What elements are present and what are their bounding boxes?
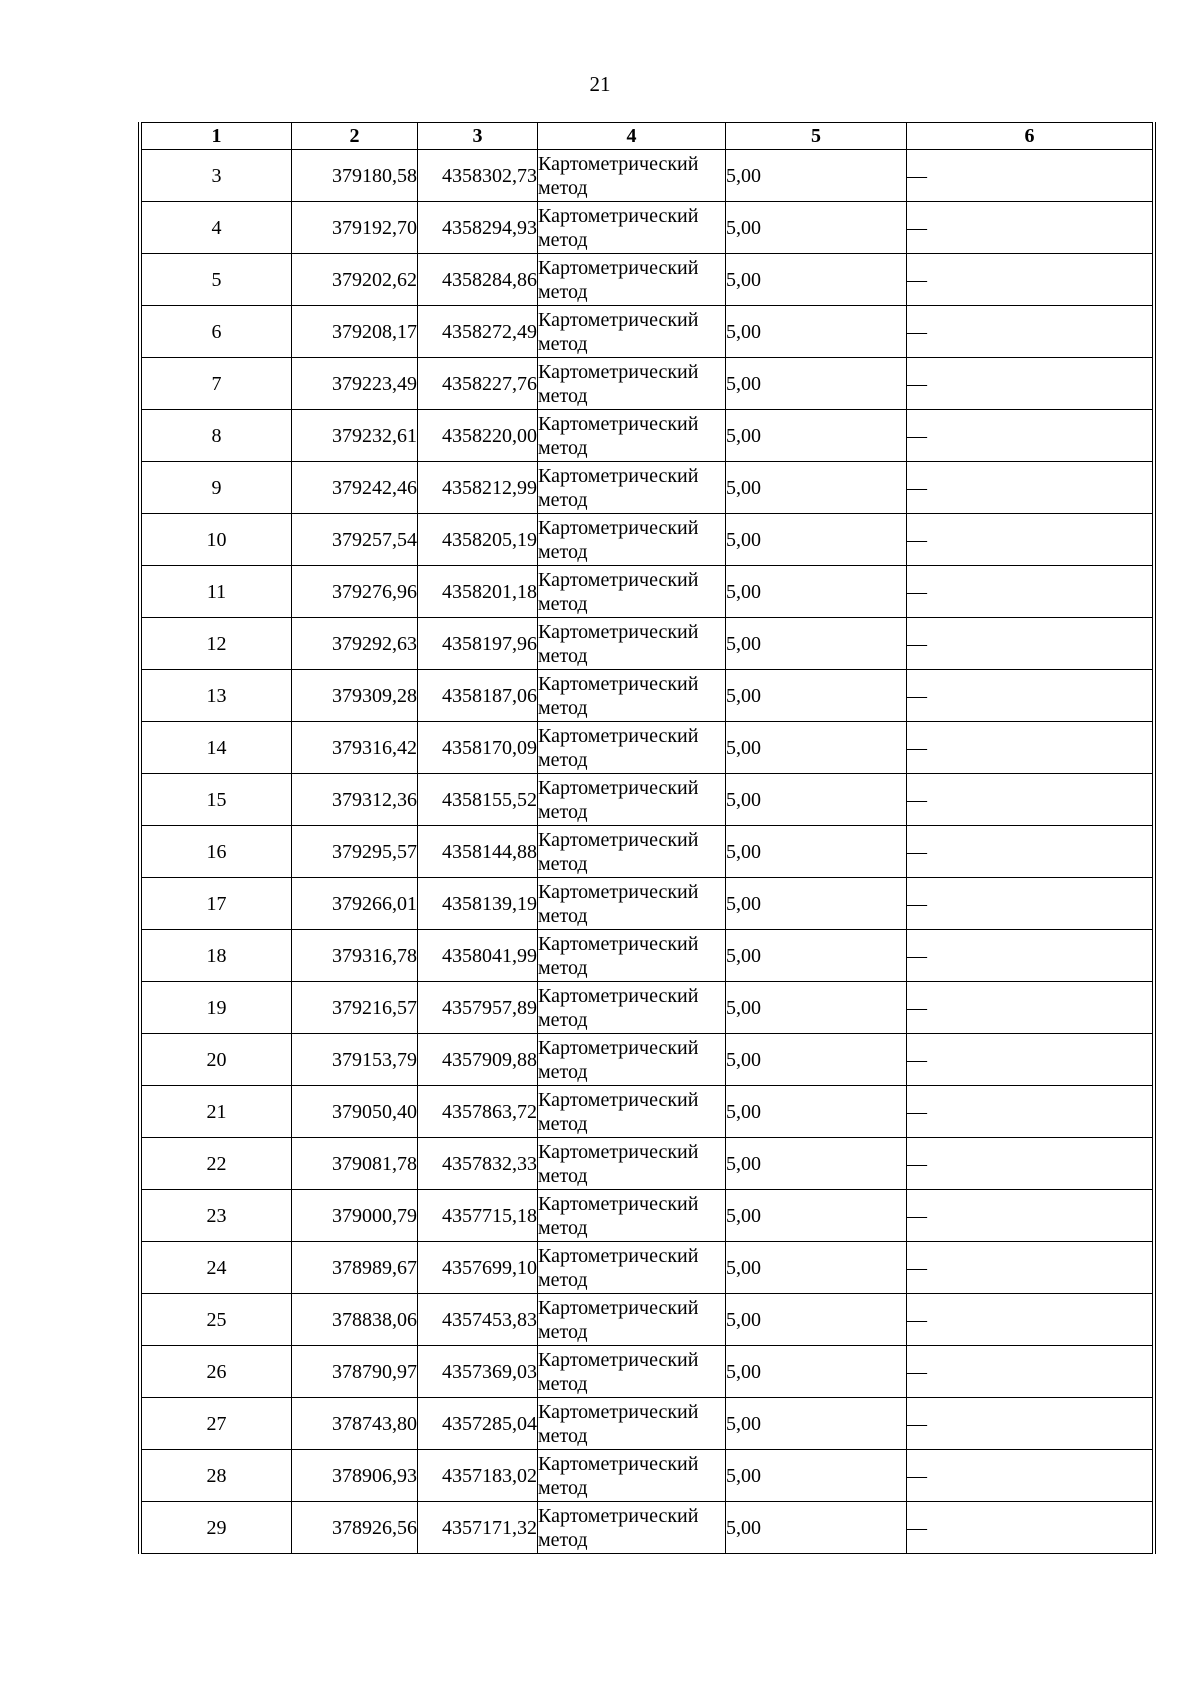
table-row <box>142 1398 1153 1450</box>
method-cell: Картометрический метод <box>538 1398 726 1450</box>
y-coordinate-cell: 4358227,76 <box>418 358 538 410</box>
accuracy-cell: 5,00 <box>726 1138 907 1190</box>
point-number-cell: 13 <box>142 670 292 722</box>
note-cell: — <box>907 1346 1153 1398</box>
accuracy-cell: 5,00 <box>726 722 907 774</box>
y-coordinate-cell: 4357369,03 <box>418 1346 538 1398</box>
accuracy-cell: 5,00 <box>726 1294 907 1346</box>
table-row <box>142 722 1153 774</box>
y-coordinate-cell: 4357699,10 <box>418 1242 538 1294</box>
table-row <box>142 670 1153 722</box>
table-header <box>142 123 1153 150</box>
note-cell: — <box>907 358 1153 410</box>
point-number-cell: 20 <box>142 1034 292 1086</box>
y-coordinate-cell: 4357957,89 <box>418 982 538 1034</box>
accuracy-cell: 5,00 <box>726 930 907 982</box>
x-coordinate-cell: 379242,46 <box>292 462 418 514</box>
y-coordinate-cell: 4357715,18 <box>418 1190 538 1242</box>
point-number-cell: 21 <box>142 1086 292 1138</box>
note-cell: — <box>907 254 1153 306</box>
x-coordinate-cell: 379050,40 <box>292 1086 418 1138</box>
point-number-cell: 6 <box>142 306 292 358</box>
y-coordinate-cell: 4358302,73 <box>418 150 538 202</box>
coordinates-table-frame <box>138 122 1156 1554</box>
accuracy-cell: 5,00 <box>726 566 907 618</box>
header-row <box>142 123 1153 150</box>
x-coordinate-cell: 379295,57 <box>292 826 418 878</box>
table-row <box>142 878 1153 930</box>
y-coordinate-cell: 4358284,86 <box>418 254 538 306</box>
table-body <box>142 150 1153 1554</box>
table-row <box>142 930 1153 982</box>
point-number-cell: 17 <box>142 878 292 930</box>
method-cell: Картометрический метод <box>538 1502 726 1554</box>
x-coordinate-cell: 378838,06 <box>292 1294 418 1346</box>
note-cell: — <box>907 410 1153 462</box>
y-coordinate-cell: 4357285,04 <box>418 1398 538 1450</box>
x-coordinate-cell: 379292,63 <box>292 618 418 670</box>
point-number-cell: 15 <box>142 774 292 826</box>
accuracy-cell: 5,00 <box>726 1034 907 1086</box>
note-cell: — <box>907 514 1153 566</box>
note-cell: — <box>907 150 1153 202</box>
y-coordinate-cell: 4357453,83 <box>418 1294 538 1346</box>
x-coordinate-cell: 378906,93 <box>292 1450 418 1502</box>
note-cell: — <box>907 618 1153 670</box>
accuracy-cell: 5,00 <box>726 462 907 514</box>
method-cell: Картометрический метод <box>538 1190 726 1242</box>
table-row <box>142 1086 1153 1138</box>
point-number-cell: 26 <box>142 1346 292 1398</box>
point-number-cell: 11 <box>142 566 292 618</box>
accuracy-cell: 5,00 <box>726 358 907 410</box>
point-number-cell: 14 <box>142 722 292 774</box>
x-coordinate-cell: 379202,62 <box>292 254 418 306</box>
header-cell-5: 5 <box>726 123 907 150</box>
x-coordinate-cell: 379257,54 <box>292 514 418 566</box>
y-coordinate-cell: 4358220,00 <box>418 410 538 462</box>
x-coordinate-cell: 378743,80 <box>292 1398 418 1450</box>
y-coordinate-cell: 4358205,19 <box>418 514 538 566</box>
note-cell: — <box>907 1190 1153 1242</box>
note-cell: — <box>907 982 1153 1034</box>
accuracy-cell: 5,00 <box>726 878 907 930</box>
method-cell: Картометрический метод <box>538 1346 726 1398</box>
note-cell: — <box>907 670 1153 722</box>
y-coordinate-cell: 4358139,19 <box>418 878 538 930</box>
point-number-cell: 27 <box>142 1398 292 1450</box>
method-cell: Картометрический метод <box>538 566 726 618</box>
coordinates-table <box>141 122 1153 1554</box>
page-number: 21 <box>589 72 611 96</box>
note-cell: — <box>907 1138 1153 1190</box>
note-cell: — <box>907 1086 1153 1138</box>
note-cell: — <box>907 774 1153 826</box>
table-row <box>142 1242 1153 1294</box>
note-cell: — <box>907 1294 1153 1346</box>
method-cell: Картометрический метод <box>538 722 726 774</box>
x-coordinate-cell: 379192,70 <box>292 202 418 254</box>
table-row <box>142 1450 1153 1502</box>
x-coordinate-cell: 379208,17 <box>292 306 418 358</box>
note-cell: — <box>907 306 1153 358</box>
method-cell: Картометрический метод <box>538 1294 726 1346</box>
point-number-cell: 9 <box>142 462 292 514</box>
accuracy-cell: 5,00 <box>726 1450 907 1502</box>
x-coordinate-cell: 379266,01 <box>292 878 418 930</box>
table-row <box>142 1346 1153 1398</box>
point-number-cell: 10 <box>142 514 292 566</box>
y-coordinate-cell: 4357863,72 <box>418 1086 538 1138</box>
accuracy-cell: 5,00 <box>726 306 907 358</box>
table-row <box>142 254 1153 306</box>
point-number-cell: 25 <box>142 1294 292 1346</box>
accuracy-cell: 5,00 <box>726 514 907 566</box>
x-coordinate-cell: 379316,78 <box>292 930 418 982</box>
accuracy-cell: 5,00 <box>726 774 907 826</box>
point-number-cell: 8 <box>142 410 292 462</box>
note-cell: — <box>907 826 1153 878</box>
x-coordinate-cell: 379216,57 <box>292 982 418 1034</box>
y-coordinate-cell: 4357171,32 <box>418 1502 538 1554</box>
method-cell: Картометрический метод <box>538 982 726 1034</box>
point-number-cell: 29 <box>142 1502 292 1554</box>
point-number-cell: 19 <box>142 982 292 1034</box>
note-cell: — <box>907 930 1153 982</box>
method-cell: Картометрический метод <box>538 254 726 306</box>
point-number-cell: 16 <box>142 826 292 878</box>
x-coordinate-cell: 379316,42 <box>292 722 418 774</box>
x-coordinate-cell: 379180,58 <box>292 150 418 202</box>
table-row <box>142 1138 1153 1190</box>
x-coordinate-cell: 378989,67 <box>292 1242 418 1294</box>
header-cell-2: 2 <box>292 123 418 150</box>
header-cell-3: 3 <box>418 123 538 150</box>
table-row <box>142 1294 1153 1346</box>
accuracy-cell: 5,00 <box>726 254 907 306</box>
table-row <box>142 566 1153 618</box>
note-cell: — <box>907 1398 1153 1450</box>
note-cell: — <box>907 462 1153 514</box>
method-cell: Картометрический метод <box>538 1086 726 1138</box>
y-coordinate-cell: 4357832,33 <box>418 1138 538 1190</box>
header-cell-6: 6 <box>907 123 1153 150</box>
table-row <box>142 618 1153 670</box>
method-cell: Картометрический метод <box>538 462 726 514</box>
y-coordinate-cell: 4358197,96 <box>418 618 538 670</box>
y-coordinate-cell: 4358170,09 <box>418 722 538 774</box>
point-number-cell: 3 <box>142 150 292 202</box>
method-cell: Картометрический метод <box>538 410 726 462</box>
table-row <box>142 150 1153 202</box>
table-row <box>142 202 1153 254</box>
method-cell: Картометрический метод <box>538 1034 726 1086</box>
x-coordinate-cell: 379000,79 <box>292 1190 418 1242</box>
y-coordinate-cell: 4358155,52 <box>418 774 538 826</box>
accuracy-cell: 5,00 <box>726 1398 907 1450</box>
point-number-cell: 22 <box>142 1138 292 1190</box>
table-row <box>142 358 1153 410</box>
accuracy-cell: 5,00 <box>726 410 907 462</box>
method-cell: Картометрический метод <box>538 670 726 722</box>
accuracy-cell: 5,00 <box>726 202 907 254</box>
x-coordinate-cell: 379153,79 <box>292 1034 418 1086</box>
method-cell: Картометрический метод <box>538 774 726 826</box>
note-cell: — <box>907 1034 1153 1086</box>
point-number-cell: 23 <box>142 1190 292 1242</box>
table-row <box>142 826 1153 878</box>
point-number-cell: 5 <box>142 254 292 306</box>
method-cell: Картометрический метод <box>538 930 726 982</box>
method-cell: Картометрический метод <box>538 306 726 358</box>
method-cell: Картометрический метод <box>538 202 726 254</box>
point-number-cell: 7 <box>142 358 292 410</box>
table-row <box>142 1190 1153 1242</box>
x-coordinate-cell: 378926,56 <box>292 1502 418 1554</box>
method-cell: Картометрический метод <box>538 150 726 202</box>
note-cell: — <box>907 1450 1153 1502</box>
x-coordinate-cell: 379081,78 <box>292 1138 418 1190</box>
y-coordinate-cell: 4358041,99 <box>418 930 538 982</box>
table-row <box>142 1502 1153 1554</box>
y-coordinate-cell: 4357183,02 <box>418 1450 538 1502</box>
point-number-cell: 24 <box>142 1242 292 1294</box>
method-cell: Картометрический метод <box>538 1450 726 1502</box>
y-coordinate-cell: 4358272,49 <box>418 306 538 358</box>
y-coordinate-cell: 4358201,18 <box>418 566 538 618</box>
table-row <box>142 1034 1153 1086</box>
method-cell: Картометрический метод <box>538 826 726 878</box>
accuracy-cell: 5,00 <box>726 1346 907 1398</box>
table-row <box>142 774 1153 826</box>
table-row <box>142 410 1153 462</box>
x-coordinate-cell: 379312,36 <box>292 774 418 826</box>
method-cell: Картометрический метод <box>538 1242 726 1294</box>
header-cell-1: 1 <box>142 123 292 150</box>
note-cell: — <box>907 1502 1153 1554</box>
x-coordinate-cell: 379309,28 <box>292 670 418 722</box>
point-number-cell: 28 <box>142 1450 292 1502</box>
accuracy-cell: 5,00 <box>726 982 907 1034</box>
note-cell: — <box>907 566 1153 618</box>
accuracy-cell: 5,00 <box>726 1086 907 1138</box>
accuracy-cell: 5,00 <box>726 1502 907 1554</box>
accuracy-cell: 5,00 <box>726 150 907 202</box>
table-row <box>142 306 1153 358</box>
method-cell: Картометрический метод <box>538 1138 726 1190</box>
note-cell: — <box>907 1242 1153 1294</box>
point-number-cell: 4 <box>142 202 292 254</box>
y-coordinate-cell: 4358187,06 <box>418 670 538 722</box>
y-coordinate-cell: 4358294,93 <box>418 202 538 254</box>
accuracy-cell: 5,00 <box>726 618 907 670</box>
table-row <box>142 462 1153 514</box>
method-cell: Картометрический метод <box>538 358 726 410</box>
method-cell: Картометрический метод <box>538 514 726 566</box>
x-coordinate-cell: 379232,61 <box>292 410 418 462</box>
table-row <box>142 982 1153 1034</box>
y-coordinate-cell: 4358212,99 <box>418 462 538 514</box>
method-cell: Картометрический метод <box>538 878 726 930</box>
accuracy-cell: 5,00 <box>726 1190 907 1242</box>
method-cell: Картометрический метод <box>538 618 726 670</box>
y-coordinate-cell: 4358144,88 <box>418 826 538 878</box>
note-cell: — <box>907 878 1153 930</box>
x-coordinate-cell: 379276,96 <box>292 566 418 618</box>
header-cell-4: 4 <box>538 123 726 150</box>
table-row <box>142 514 1153 566</box>
x-coordinate-cell: 379223,49 <box>292 358 418 410</box>
note-cell: — <box>907 202 1153 254</box>
accuracy-cell: 5,00 <box>726 1242 907 1294</box>
accuracy-cell: 5,00 <box>726 826 907 878</box>
point-number-cell: 18 <box>142 930 292 982</box>
note-cell: — <box>907 722 1153 774</box>
accuracy-cell: 5,00 <box>726 670 907 722</box>
point-number-cell: 12 <box>142 618 292 670</box>
y-coordinate-cell: 4357909,88 <box>418 1034 538 1086</box>
x-coordinate-cell: 378790,97 <box>292 1346 418 1398</box>
